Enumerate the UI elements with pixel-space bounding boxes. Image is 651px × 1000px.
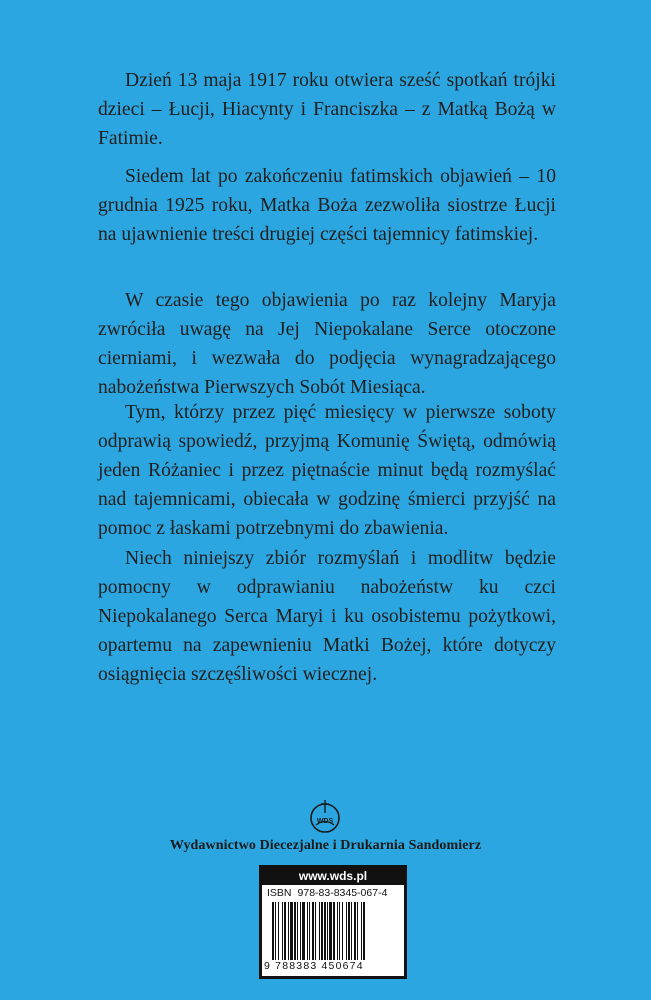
barcode-icon bbox=[268, 902, 398, 960]
publisher-name: Wydawnictwo Diecezjalne i Drukarnia Sandomierz bbox=[169, 838, 482, 853]
paragraph-2 bbox=[98, 162, 556, 249]
barcode-bar bbox=[275, 902, 276, 960]
isbn-number: 978-83-8345-067-4 bbox=[297, 887, 388, 899]
website-url: www.wds.pl bbox=[262, 868, 404, 885]
barcode-bar bbox=[319, 902, 320, 960]
barcode-bar bbox=[297, 902, 298, 960]
barcode-bar bbox=[315, 902, 316, 960]
barcode-bar bbox=[354, 902, 356, 960]
barcode-bar bbox=[324, 902, 326, 960]
paragraph-5 bbox=[98, 544, 556, 689]
barcode-bar bbox=[288, 902, 289, 960]
barcode-bar bbox=[294, 902, 296, 960]
paragraph-1-text: Dzień 13 maja 1917 roku otwiera sześć spotkań trójki dzieci – Łucji, Hiacynty i Franciszka – z Matką Bożą w Fatimie. bbox=[98, 70, 556, 149]
barcode-bar bbox=[300, 902, 301, 960]
barcode-bar bbox=[321, 902, 323, 960]
publisher-logo-icon bbox=[300, 796, 350, 842]
isbn-line bbox=[267, 887, 399, 899]
barcode-bar bbox=[351, 902, 352, 960]
paragraph-4 bbox=[98, 398, 556, 543]
barcode-bar bbox=[333, 902, 335, 960]
barcode-bar bbox=[337, 902, 338, 960]
barcode-bar bbox=[290, 902, 293, 960]
barcode-bar bbox=[312, 902, 314, 960]
barcode-bar bbox=[348, 902, 350, 960]
barcode-bar bbox=[302, 902, 305, 960]
barcode-bar bbox=[361, 902, 362, 960]
paragraph-1 bbox=[98, 66, 556, 153]
barcode-bar bbox=[278, 902, 279, 960]
paragraph-3-text: W czasie tego objawienia po raz kolejny Maryja zwróciła uwagę na Jej Niepokalane Serce otoczone cierniami, i wezwała do podjęcia wynagradzającego nabożeństwa Pierwszych Sobót Miesiąca. bbox=[98, 290, 556, 398]
paragraph-3 bbox=[98, 286, 556, 402]
barcode-bar bbox=[309, 902, 310, 960]
barcode-bar bbox=[307, 902, 308, 960]
barcode-digits: 9 788383 450674 bbox=[264, 960, 364, 972]
barcode-bar bbox=[327, 902, 328, 960]
barcode-bar bbox=[284, 902, 286, 960]
barcode-bar bbox=[363, 902, 365, 960]
barcode-bar bbox=[339, 902, 340, 960]
paragraph-5-text: Niech niniejszy zbiór rozmyślań i modlitw będzie pomocny w odprawianiu nabożeństw ku czci Niepokalanego Serca Maryi i ku osobistemu pożytkowi, opartemu na zapewnieniu Matki Bożej, które dotyczy osiągnięcia szczęśliwości wiecznej. bbox=[98, 548, 556, 685]
isbn-label: ISBN bbox=[267, 887, 292, 899]
barcode-bar bbox=[346, 902, 347, 960]
barcode-box bbox=[262, 868, 404, 976]
barcode-bar bbox=[342, 902, 343, 960]
paragraph-2-text: Siedem lat po zakończeniu fatimskich objawień – 10 grudnia 1925 roku, Matka Boża zezwoliła siostrze Łucji na ujawnienie treści drugiej części tajemnicy fatimskiej. bbox=[98, 166, 556, 245]
paragraph-4-text: Tym, którzy przez pięć miesięcy w pierwsze soboty odprawią spowiedź, przyjmą Komunię Świętą, odmówią jeden Różaniec i przez piętnaście minut będą rozmyślać nad tajemnicami, obiecała w godzinę śmierci przyjść na pomoc z łaskami potrzebnymi do zbawienia. bbox=[98, 402, 556, 539]
barcode-bar bbox=[282, 902, 283, 960]
logo-text: WDS bbox=[316, 818, 334, 825]
barcode-bar bbox=[272, 902, 274, 960]
barcode-bar bbox=[329, 902, 332, 960]
barcode-bar bbox=[357, 902, 358, 960]
